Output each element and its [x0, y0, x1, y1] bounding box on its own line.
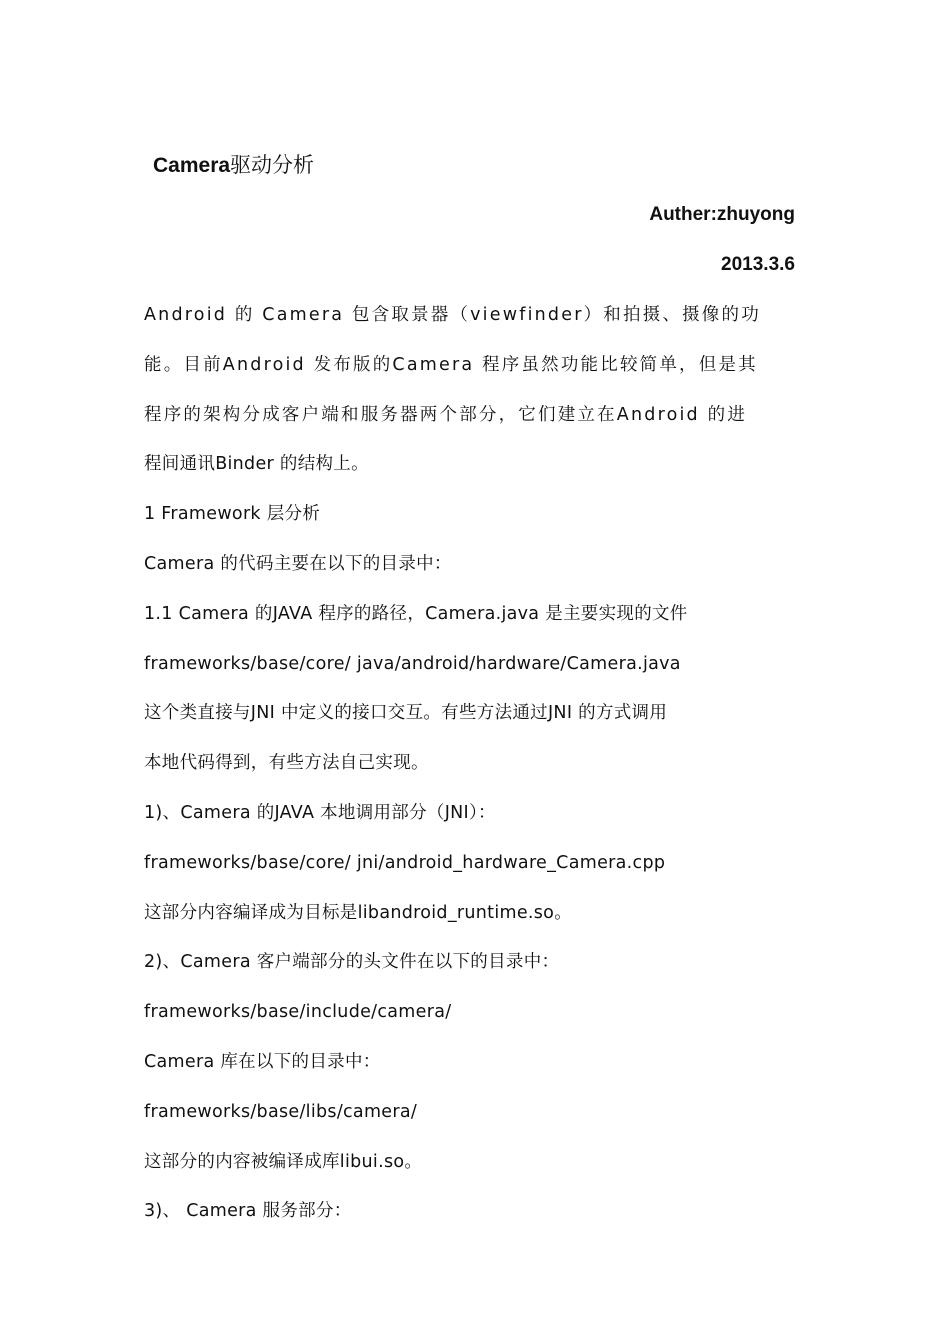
- list-item: 1)、Camera 的JAVA 本地调用部分（JNI）：: [144, 802, 496, 823]
- file-path: frameworks/base/include/camera/: [144, 1002, 452, 1023]
- paragraph-line: Camera 库在以下的目录中：: [144, 1051, 381, 1072]
- file-path: frameworks/base/core/ jni/android_hardware_Camera.cpp: [144, 852, 666, 873]
- author-line: Auther:zhuyong: [649, 204, 795, 225]
- document-title-cjk: 驱动分析: [230, 153, 315, 177]
- paragraph-line: Android 的 Camera 包含取景器（viewfinder）和拍摄、摄像的功: [144, 305, 761, 325]
- paragraph-line: 这部分内容编译成为目标是libandroid_runtime.so。: [144, 902, 572, 923]
- subsection-heading: 1.1 Camera 的JAVA 程序的路径，Camera.java 是主要实现的文件: [144, 603, 688, 624]
- paragraph-line: 本地代码得到，有些方法自己实现。: [144, 753, 429, 774]
- document-body: [144, 299, 808, 1245]
- section-heading: 1 Framework 层分析: [144, 504, 321, 525]
- file-path: frameworks/base/libs/camera/: [144, 1101, 418, 1122]
- paragraph-line: 能。目前Android 发布版的Camera 程序虽然功能比较简单，但是其: [144, 354, 758, 375]
- document-title-latin: Camera: [153, 154, 231, 177]
- document-title: [153, 150, 314, 181]
- date-line: 2013.3.6: [721, 254, 795, 275]
- paragraph-line: 程序的架构分成客户端和服务器两个部分，它们建立在Android 的进: [144, 404, 748, 425]
- file-path: frameworks/base/core/ java/android/hardware/Camera.java: [144, 653, 681, 674]
- paragraph-line: Camera 的代码主要在以下的目录中：: [144, 553, 452, 574]
- paragraph-line: 这部分的内容被编译成库libui.so。: [144, 1151, 423, 1172]
- list-item: 3)、 Camera 服务部分：: [144, 1201, 352, 1222]
- paragraph-line: 程间通讯Binder 的结构上。: [144, 454, 369, 475]
- list-item: 2)、Camera 客户端部分的头文件在以下的目录中：: [144, 952, 560, 973]
- paragraph-line: 这个类直接与JNI 中定义的接口交互。有些方法通过JNI 的方式调用: [144, 703, 668, 724]
